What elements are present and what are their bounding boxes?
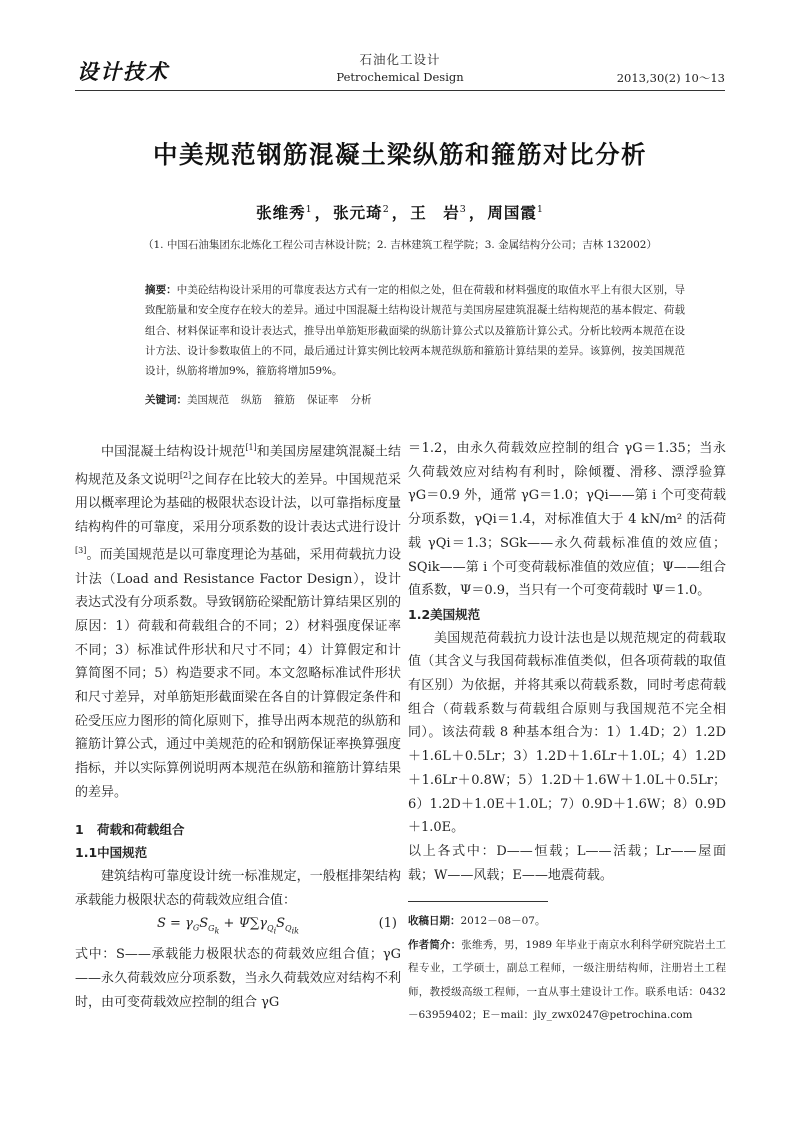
keyword: 保证率 xyxy=(307,394,339,406)
author-name: 周国霞 xyxy=(487,203,537,222)
keywords-label: 关键词： xyxy=(145,394,187,406)
body-paragraph: 式中：S——承载能力极限状态的荷载效应组合值；γG——永久荷载效应分项系数，当永久荷载效应对结构不利时，由可变荷载效应控制的组合 γG xyxy=(75,947,401,1010)
abstract xyxy=(145,280,685,381)
body-paragraph: 建筑结构可靠度设计统一标准规定，一般框排架结构承载能力极限状态的荷载效应组合值： xyxy=(75,868,401,908)
journal-name-en: Petrochemical Design xyxy=(336,70,464,84)
header-divider xyxy=(75,90,725,91)
author-list: 张维秀$^1$ ， 张元琦$^2$ ， 王 岩$^3$ ， 周国霞$^1$ xyxy=(256,203,544,222)
section-label: 设计技术 xyxy=(77,59,169,84)
page-header xyxy=(75,44,725,90)
journal-name-cn: 石油化工设计 xyxy=(359,52,441,67)
received-date: 收稿日期：2012－08－07。 xyxy=(408,915,546,928)
citation-ref: [2] xyxy=(179,471,192,481)
footnotes xyxy=(408,910,726,1028)
abstract-text: 中美砼结构设计采用的可靠度表达方式有一定的相似之处，但在荷载和材料强度的取值水平上有很大区别，导致配筋量和安全度存在较大的差异。通过中国混凝土结构设计规范与美国房屋建筑混凝土结构规范的基本假定、荷载组合、材料保证率和设计表达式，推导出单筋矩形截面梁的纵筋计算公式以及箍筋计算公式。分析比较两本规范在设计方法、设计参数取值上的不同，最后通过计算实例比较两本规范纵筋和箍筋计算结果的差异。该算例，按美国规范设计，纵筋将增加9%，箍筋将增加59%。 xyxy=(145,284,686,378)
author-affil-mark: 3 xyxy=(459,203,467,215)
author-name: 张元琦 xyxy=(333,203,383,222)
keyword: 分析 xyxy=(350,394,372,406)
author-name: 王 岩 xyxy=(410,203,460,222)
equation-1: $S = \gamma_GS_{G_k} + \Psi\sum\gamma_{Q_i}S_{Q_{ik}}$ (1) xyxy=(75,912,401,943)
article-title: 中美规范钢筋混凝土梁纵筋和箍筋对比分析 xyxy=(153,140,647,169)
author-affil-mark: 1 xyxy=(305,203,313,215)
right-column xyxy=(408,437,726,1028)
left-column xyxy=(75,436,401,1014)
body-paragraph: 以上各式中：D——恒载；L——活载；Lr——屋面载；W——风载；E——地震荷载。 xyxy=(408,843,726,883)
body-paragraph: 美国规范荷载抗力设计法也是以规范规定的荷载取值（其含义与我国荷载标准值类似，但各项荷载的取值有区别）为依据，并将其乘以荷载系数，同时考虑荷载组合（荷载系数与荷载组合原则与我国规范不完全相同）。该法荷载 8 种基本组合为：1）1.4D；2）1.2D＋1.6L＋0.5Lr；3）1.2D＋1.6Lr＋1.0L；4）1.2D＋1.6Lr＋0.8W；5）1.2D＋1.6W＋1.0L＋0.5Lr；6）1.2D＋1.0E＋1.0L；7）0.9D＋1.6W；8）0.9D＋1.0E。 xyxy=(408,630,726,836)
citation-ref: [3] xyxy=(75,546,87,556)
keyword: 纵筋 xyxy=(241,394,262,406)
abstract-label: 摘要： xyxy=(145,284,177,296)
affiliations: （1. 中国石油集团东北炼化工程公司吉林设计院；2. 吉林建筑工程学院；3. 金属结构分公司；吉林 132002） xyxy=(143,239,657,251)
issue-info: 2013,30(2) 10～13 xyxy=(616,71,725,85)
section-heading: 1 荷载和荷载组合 xyxy=(75,821,185,837)
keywords xyxy=(145,392,685,407)
keyword: 美国规范 xyxy=(187,394,229,406)
body-paragraph: ＝1.2，由永久荷载效应控制的组合 γG＝1.35；当永久荷载效应对结构有利时，除倾覆、滑移、漂浮验算 γG＝0.9 外，通常 γG＝1.0；γQi——第 i 个可变荷载分项系数，γQi＝1.4，对标准值大于 4 kN/m² 的活荷载 γQi＝1.3；SGk——永久荷载标准值的效应值；SQik——第 i 个可变荷载标准值的效应值；Ψ——组合值系数，Ψ＝0.9，当只有一个可变荷载时 Ψ＝1.0。 xyxy=(408,441,726,599)
intro-paragraph: 中国混凝土结构设计规范[1]和美国房屋建筑混凝土结构规范及条文说明[2]之间存在比较大的差异。中国规范采用以概率理论为基础的极限状态设计法，以可靠指标度量结构构件的可靠度，采用分项系数的设计表达式进行设计[3]。而美国规范是以可靠度理论为基础，采用荷载抗力设计法（Load and Resistance Factor Design），设计表达式没有分项系数。导致钢筋砼梁配筋计算结果区别的原因：1）荷载和荷载组合的不同；2）材料强度保证率不同；3）标准试件形状和尺寸不同；4）计算假定和计算简图不同；5）构造要求不同。本文忽略标准试件形状和尺寸差异，对单筋矩形截面梁在各自的计算假定条件和砼受压应力图形的简化原则下，推导出两本规范的纵筋和箍筋计算公式，通过中美规范的砼和钢筋保证率换算强度指标，并以实际算例说明两本规范在纵筋和箍筋计算结果的差异。 xyxy=(75,443,401,800)
author-name: 张维秀 xyxy=(256,203,306,222)
subsection-heading: 1.2美国规范 xyxy=(408,606,481,622)
keyword: 箍筋 xyxy=(274,394,295,406)
author-affil-mark: 1 xyxy=(536,203,544,215)
author-affil-mark: 2 xyxy=(382,203,390,215)
equation-number: (1) xyxy=(378,916,397,932)
subsection-heading: 1.1中国规范 xyxy=(75,845,148,861)
footnote-divider xyxy=(408,901,548,902)
citation-ref: [1] xyxy=(245,443,257,452)
author-bio: 作者简介：张维秀，男，1989 年毕业于南京水利科学研究院岩土工程专业，工学硕士，副总工程师，一级注册结构师，注册岩土工程师，教授级高级工程师，一直从事土建设计工作。联系电话：0432－63959402；E－mail：jly_zwx0247@petrochina.com xyxy=(408,938,727,1022)
